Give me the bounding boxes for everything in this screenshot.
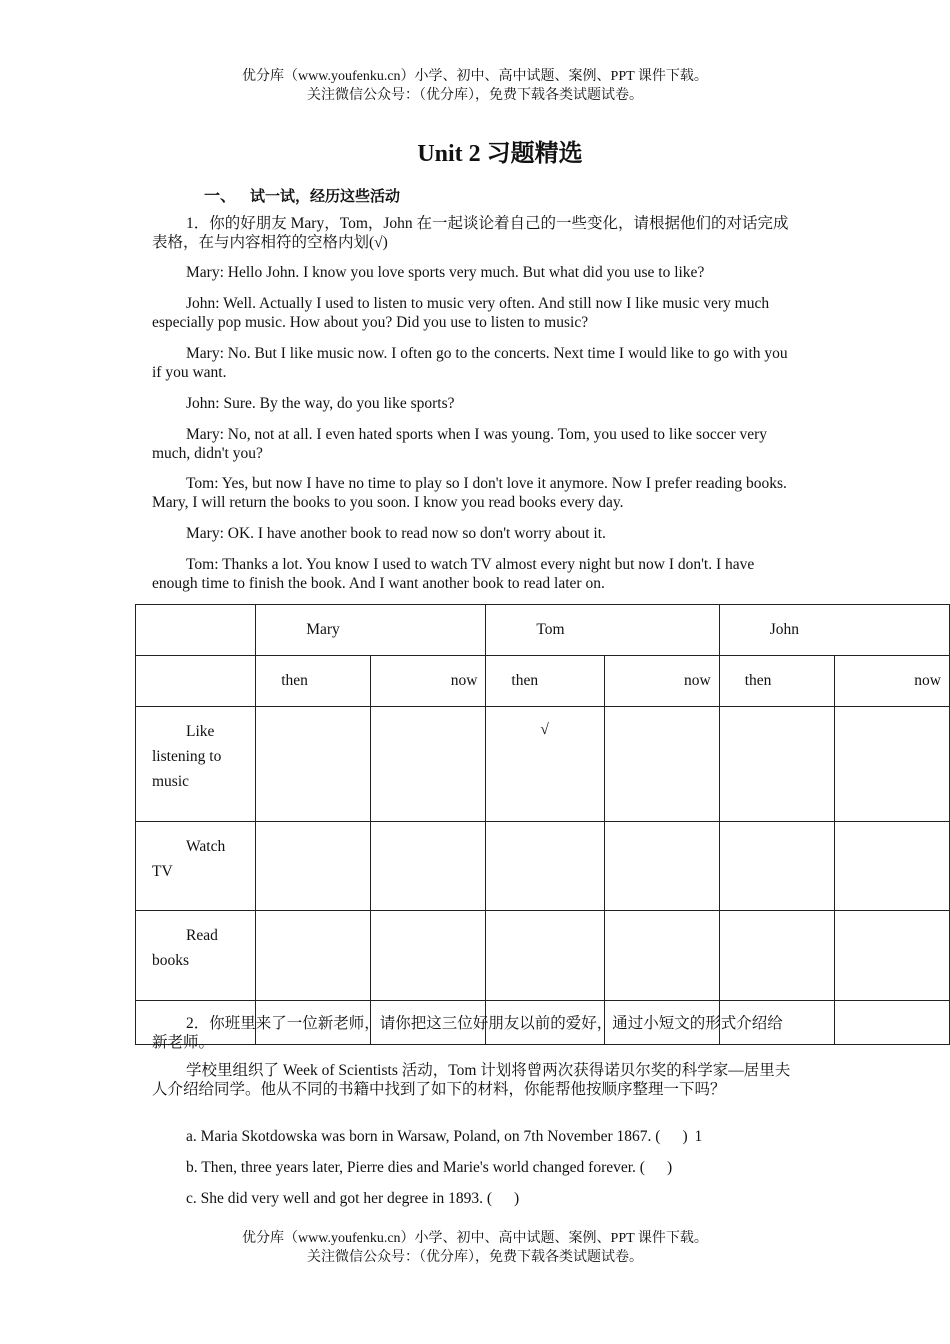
table-row	[136, 911, 950, 1001]
table-row	[136, 822, 950, 911]
table-cell[interactable]	[256, 822, 371, 911]
page-header	[0, 67, 950, 105]
table-cell[interactable]	[371, 822, 486, 911]
sequence-item-text: b. Then, three years later, Pierre dies and Marie's world changed forever.	[186, 1159, 636, 1176]
table-cell[interactable]	[604, 911, 719, 1001]
person-header: John	[719, 605, 949, 656]
dialogue-line: Mary: No, not at all. I even hated sports when I was young. Tom, you used to like soccer very much, didn't you?	[152, 426, 768, 462]
check-mark-cell[interactable]: √	[486, 707, 604, 822]
then-header: then	[719, 656, 834, 707]
sequence-item-text: a. Maria Skotdowska was born in Warsaw, Poland, on 7th November 1867.	[186, 1128, 652, 1145]
person-header: Tom	[486, 605, 719, 656]
row-label-line: books	[152, 952, 190, 969]
now-header: now	[604, 656, 719, 707]
sequence-item-text: c. She did very well and got her degree in 1893.	[186, 1190, 483, 1207]
then-header: then	[486, 656, 604, 707]
sequence-item: a. Maria Skotdowska was born in Warsaw, Poland, on 7th November 1867. ( 1)	[186, 1128, 703, 1145]
row-label-line: music	[152, 773, 190, 790]
table-corner-cell	[136, 605, 256, 656]
table-cell[interactable]	[719, 822, 834, 911]
row-label-line: TV	[152, 863, 173, 880]
table-cell[interactable]	[604, 707, 719, 822]
page-footer	[0, 1229, 950, 1267]
dialogue-line: John: Sure. By the way, do you like sports?	[186, 395, 455, 412]
row-label-line: Like	[186, 723, 215, 740]
q1-intro: 1．你的好朋友 Mary，Tom，John 在一起谈论着自己的一些变化，请根据他们的对话完成表格，在与内容相符的空格内划(√)	[152, 215, 789, 251]
dialogue-line: Mary: OK. I have another book to read now so don't worry about it.	[186, 525, 606, 542]
table-cell[interactable]	[486, 822, 604, 911]
section-number: 一、	[204, 186, 237, 205]
dialogue-line: Mary: No. But I like music now. I often go to the concerts. Next time I would like to go with you if you want.	[152, 345, 788, 381]
page-title: Unit 2 习题精选	[417, 141, 583, 167]
person-header: Mary	[256, 605, 486, 656]
sequence-item: b. Then, three years later, Pierre dies and Marie's world changed forever. ( )	[186, 1159, 673, 1176]
footer-line-2: 关注微信公众号：（优分库），免费下载各类试题试卷。	[307, 1250, 643, 1265]
table-cell[interactable]	[256, 911, 371, 1001]
sequence-item: c. She did very well and got her degree in 1893. ( )	[186, 1190, 520, 1207]
row-label-line: Watch	[186, 838, 226, 855]
table-subheader-row	[136, 656, 950, 707]
table-cell[interactable]	[719, 911, 834, 1001]
row-label	[136, 911, 256, 1001]
question-3-intro: 学校里组织了 Week of Scientists 活动，Tom 计划将曾两次获得诺贝尔奖的科学家—居里夫人介绍给同学。他从不同的书籍中找到了如下的材料，你能帮他按顺序整理一下吗？	[152, 1062, 791, 1098]
question-2: 2．你班里来了一位新老师，请你把这三位好朋友以前的爱好，通过小短文的形式介绍给新老师。	[152, 1015, 783, 1051]
row-label-line: Read	[186, 927, 218, 944]
header-line-1: 优分库（www.youfenku.cn）小学、初中、高中试题、案例、PPT 课件下载。	[242, 69, 708, 84]
dialogue-line: John: Well. Actually I used to listen to music very often. And still now I like music very much especially pop music. How about you? Did you use to listen to music?	[152, 295, 770, 331]
row-label	[136, 707, 256, 822]
table-header-row	[136, 605, 950, 656]
section-heading	[204, 183, 400, 206]
habits-table	[135, 604, 950, 1045]
table-cell[interactable]	[256, 707, 371, 822]
then-header: then	[256, 656, 371, 707]
table-cell[interactable]	[604, 822, 719, 911]
table-cell[interactable]	[834, 911, 949, 1001]
table-cell[interactable]	[486, 911, 604, 1001]
header-line-2: 关注微信公众号：（优分库），免费下载各类试题试卷。	[307, 88, 643, 103]
now-header: now	[834, 656, 949, 707]
dialogue-line: Tom: Yes, but now I have no time to play so I don't love it anymore. Now I prefer reading books. Mary, I will return the books to you soon. I know you read books every day.	[152, 475, 787, 511]
table-cell[interactable]	[834, 1001, 949, 1045]
table-row	[136, 707, 950, 822]
footer-line-1: 优分库（www.youfenku.cn）小学、初中、高中试题、案例、PPT 课件下载。	[242, 1231, 708, 1246]
table-cell[interactable]	[719, 707, 834, 822]
table-cell[interactable]	[834, 707, 949, 822]
now-header: now	[371, 656, 486, 707]
question-1	[152, 214, 792, 252]
section-label: 试一试，经历这些活动	[250, 187, 401, 205]
row-label	[136, 822, 256, 911]
table-corner-cell	[136, 656, 256, 707]
table-cell[interactable]	[834, 822, 949, 911]
dialogue-line: Tom: Thanks a lot. You know I used to watch TV almost every night but now I don't. I have enough time to finish the book. And I want another book to read later on.	[152, 556, 755, 592]
dialogue-line: Mary: Hello John. I know you love sports very much. But what did you use to like?	[186, 264, 705, 281]
table-cell[interactable]	[371, 707, 486, 822]
table-cell[interactable]	[371, 911, 486, 1001]
answer-blank[interactable]: 1	[694, 1128, 703, 1145]
row-label-line: listening to	[152, 748, 222, 765]
